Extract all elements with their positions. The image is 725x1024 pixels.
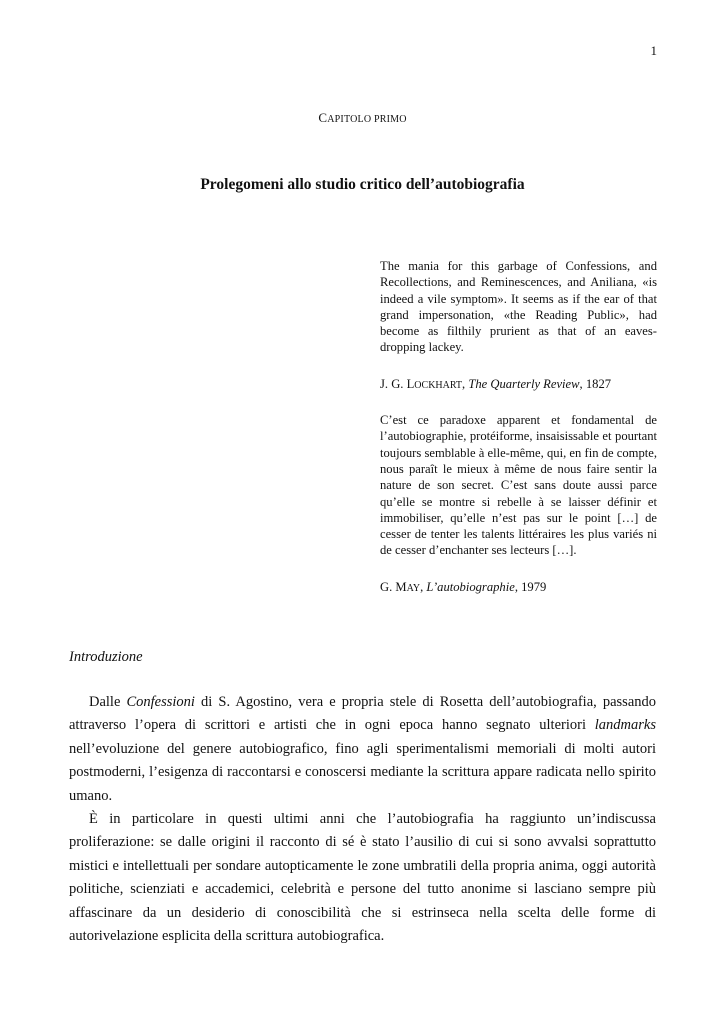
epigraph-author-smallcaps: OCKHART: [414, 379, 463, 391]
section-heading: Introduzione: [69, 649, 143, 665]
epigraph-work: The Quarterly Review: [468, 376, 580, 391]
epigraph-quote: The mania for this garbage of Confessions, and Recollections, and Reminescences, and Aniliana, «is indeed a vile symptom». It seems as if the ear of that grand impersonation, «the Reading Public», had become as filthily prurient as that of an eaves-dropping lackey.: [380, 259, 657, 355]
epigraph-year: , 1827: [579, 376, 612, 391]
paragraph-text: Dalle: [89, 694, 127, 710]
paragraph: [69, 691, 656, 808]
body-text: [69, 691, 656, 948]
italic-title: Confessioni: [126, 694, 195, 710]
italic-term: landmarks: [594, 717, 656, 734]
epigraph-author-smallcaps: AY: [406, 582, 421, 594]
epigraph-year: , 1979: [514, 579, 547, 594]
paragraph-text: di S. Agostino, vera e propria stele di Rosetta dell’autobiografia, passando attraverso l’opera di scrittori e artisti che in ogni epoca hanno segnato ulteriori: [69, 694, 657, 734]
epigraph-work: L’autobiographie: [426, 579, 515, 594]
epigraphs: [380, 258, 657, 615]
paragraph: È in particolare in questi ultimi anni che l’autobiografia ha raggiunto un’indiscussa proliferazione: se dalle origini il racconto di sé è stato l’ausilio di cui si sono avvalsi soprattutto mistici e intellettuali per sondare autopticamente le zone umbratili della propria anima, oggi autorità politiche, scienziati e accademici, celebrità e persone del tutto anonime si lasciano sempre più affascinare da un desiderio di conoscibilità che si estrinseca nella scelta delle forme di autorivelazione esplicita della scrittura autobiografica.: [69, 811, 656, 945]
chapter-label-initial: C: [318, 110, 328, 125]
chapter-title: Prolegomeni allo studio critico dell’autobiografia: [200, 176, 525, 193]
epigraph-quote: C’est ce paradoxe apparent et fondamental de l’autobiographie, protéiforme, insaisissable et pourtant toujours semblable à elle-même, qui, en fin de compte, nous paraît le mieux à même de nous faire sentir la nature de son secret. C’est sans doute aussi parce qu’elle se montre si rebelle à se laisser définir et immobiliser, qu’elle n’est pas sur le point […] de cesser de tenter les talents littéraires les plus variés ni de cesser d’enchanter ses lecteurs […].: [380, 413, 657, 558]
page-number: 1: [650, 43, 657, 58]
epigraph-separator: ,: [420, 579, 427, 594]
epigraph-separator: ,: [462, 376, 469, 391]
epigraph-author: G. M: [380, 579, 407, 594]
paragraph-text: nell’evoluzione del genere autobiografico, fino agli sperimentalismi memoriali di molti autori postmoderni, l’esigenza di raccontarsi e conoscersi mediante la scrittura appare radicata nello spirito umano.: [69, 740, 656, 804]
epigraph-author: J. G. L: [380, 376, 415, 391]
epigraph-attribution: [380, 579, 657, 597]
chapter-label: [0, 110, 725, 126]
epigraph-attribution: [380, 376, 657, 394]
chapter-label-rest: APITOLO PRIMO: [327, 114, 407, 125]
